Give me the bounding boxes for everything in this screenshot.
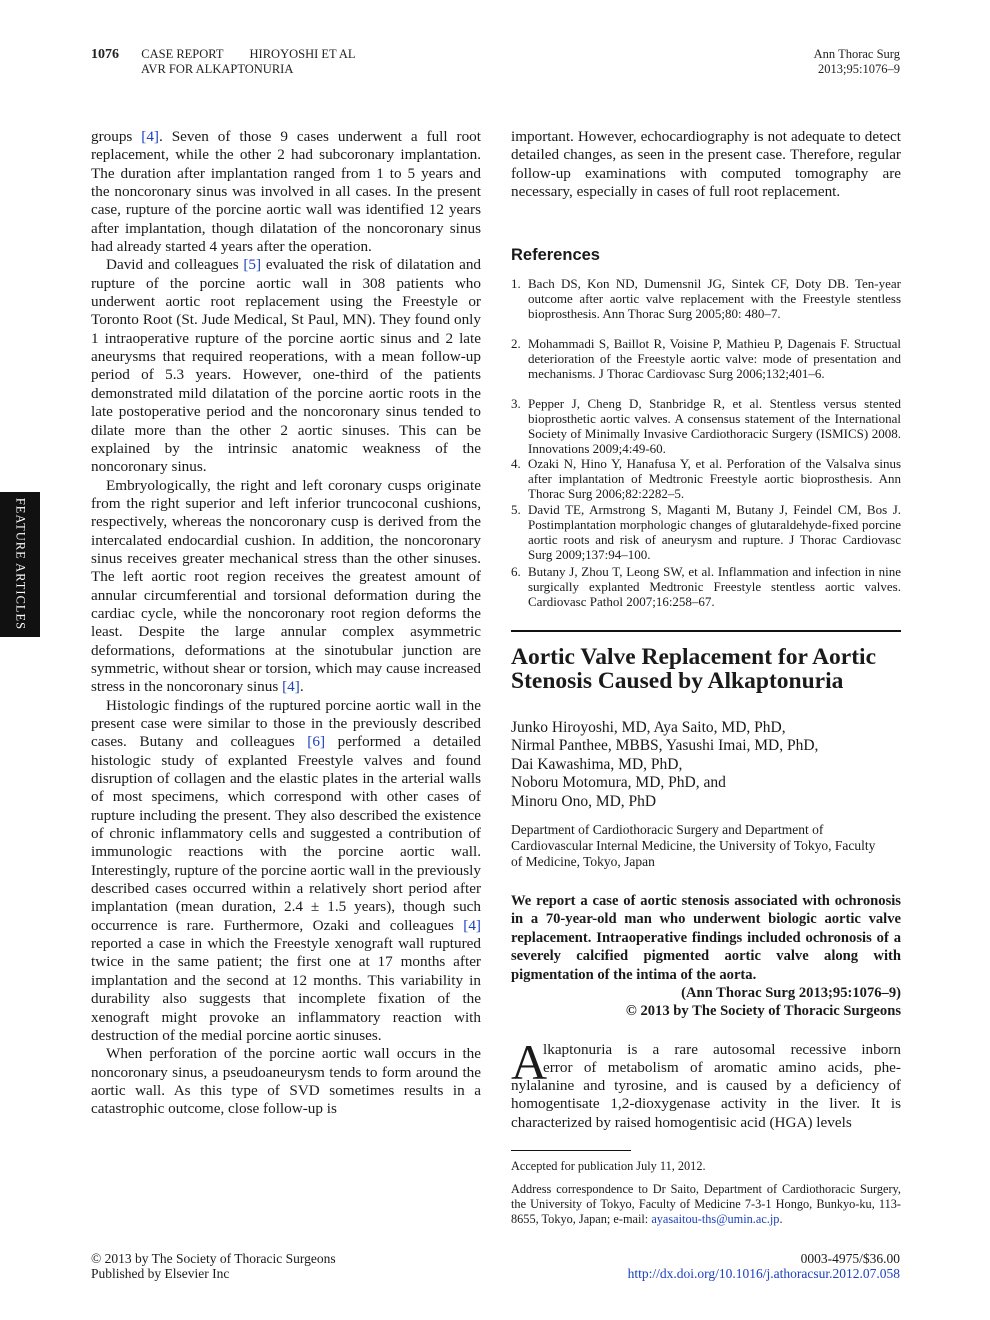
paragraph: David and colleagues [5] evaluated the risk of dilatation and rupture of the porcine aortic wall in 308 patients who underwent aortic root replacement using the Freestyle or Toronto Root (St. Jude Medical, St Paul, MN). They found only 1 intraoperative rupture of the porcine aortic sinus and 2 late aneurysms that required reoperations, with a mean follow-up period of 5.3 years. However, one-third of the patients demonstrated mild dilatation of the porcine aortic roots in the late postoperative period and the noncoronary sinus tended to dilate more than the other 2 aortic sinuses. This can be explained by the intrinsic anatomic weakness of the noncoronary sinus. [91, 256, 482, 476]
abstract-copyright: © 2013 by The Society of Thoracic Surgeons [625, 1003, 901, 1019]
author-line: Junko Hiroyoshi, MD, Aya Saito, MD, PhD, [511, 719, 786, 736]
journal-name: Ann Thorac Surg [813, 47, 900, 61]
intro-line: lkaptonuria is a rare autosomal recessive inborn [543, 1041, 901, 1058]
paragraph: groups [4]. Seven of those 9 cases underwent a full root replacement, while the other 2 had subcoronary implantation. The duration after implantation ranged from 1 to 5 years and the noncoronary sinus was involved in all cases. In the present case, rupture of the porcine aortic wall was identified 12 years after implantation, though dilatation of the noncoronary sinus had already started 4 years after the operation. [91, 128, 481, 256]
citation-link[interactable]: [4] [463, 916, 481, 934]
abstract: We report a case of aortic stenosis associated with ochronosis in a 70-year-old man who underwent biologic aortic valve replacement. Intraoperative findings included ochronosis of a severely calcified pigmented aortic valve along with pigmentation of the intima of the aorta. [511, 893, 901, 983]
author-line: Minoru Ono, MD, PhD [511, 792, 657, 810]
intro-paragraph: nylalanine and tyrosine, and is caused by a deficiency of homogentisate 1,2-dioxygenase activity in the liver. It is characterized by raised homogentisic acid (HGA) levels [511, 1077, 901, 1131]
running-authors: HIROYOSHI ET AL [249, 47, 356, 61]
email-link[interactable]: ayasaitou-ths@umin.ac.jp [651, 1212, 780, 1227]
citation-link[interactable]: [6] [307, 733, 326, 751]
paragraph: When perforation of the porcine aortic wall occurs in the noncoronary sinus, a pseudoaneurysm tends to form around the aortic wall. As this type of SVD sometimes results in a catastrophic outcome, close follow-up is [91, 1045, 481, 1118]
author-line: Dai Kawashima, MD, PhD, [511, 755, 683, 773]
footer-publisher: Published by Elsevier Inc [91, 1266, 230, 1281]
accepted-note: Accepted for publication July 11, 2012. [511, 1159, 706, 1173]
footer-issn: 0003-4975/$36.00 [800, 1251, 900, 1266]
side-tab-label: FEATURE ARTICLES [13, 497, 28, 631]
feature-articles-tab [0, 492, 40, 637]
references-heading: References [511, 246, 600, 264]
author-list [511, 719, 901, 811]
section-label: CASE REPORT [141, 47, 224, 61]
footer-copyright: © 2013 by The Society of Thoracic Surgeons [91, 1251, 336, 1266]
running-header-left [91, 47, 356, 62]
paragraph: Embryologically, the right and left coronary cusps originate from the right superior and left inferior truncoconal cushions, respectively, whereas the noncoronary cusp is derived from the intercalated endocardial cushion. In addition, the noncoronary sinus receives greater mechanical stress than the other sinuses. The left aortic root region receives the greatest amount of annular circumferential and torsional deformation during the cardiac cycle, while the noncoronary root region deforms the least. Despite the large annular complex asymmetric deformations, deformations at the sinotubular junction are symmetric, without shear or torsion, which may cause increased stress in the noncoronary sinus [4]. [91, 476, 481, 696]
citation-link[interactable]: [4] [282, 678, 300, 696]
journal-citation: 2013;95:1076–9 [818, 62, 900, 76]
correspondence-note: Address correspondence to Dr Saito, Department of Cardiothoracic Surgery, the University of Tokyo, Faculty of Medicine 7-3-1 Hongo, Bunkyo-ku, 113-8655, Tokyo, Japan; e-mail: ayasaitou-ths@umin.ac.jp. [511, 1182, 901, 1227]
right-column-continuation: important. However, echocardiography is not adequate to detect detailed changes, as seen in the present case. Therefore, regular follow-up examinations with computed tomography are necessary, especially in cases of full root replacement. [511, 128, 901, 201]
section-divider [511, 630, 901, 632]
paragraph: Histologic findings of the ruptured porcine aortic wall in the present case were similar to those in the previously described cases. Butany and colleagues [6] performed a detailed histologic study of explanted Freestyle valves and found disruption of collagen and the elastic plates in the arterial walls of most specimens, which correspond with other cases of rupture including the present. They also described the existence of chronic inflammatory cells and suggested a contribution of immunologic reactions with the porcine aortic wall. Interestingly, rupture of the porcine aortic wall in the previously described cases occurred within a relatively short period after implantation (mean duration, 2.4 ± 1.5 years), though such occurrence is rare. Furthermore, Ozaki and colleagues [4] reported a case in which the Freestyle xenograft wall ruptured twice in the same patient; the first one at 17 months after implantation and the second at 12 months. This variability in durability also suggests that incomplete fixation of the xenograft might provoke an inflammatory reaction with destruction of the medial porcine aortic sinuses. [91, 696, 481, 1044]
page-number: 1076 [91, 47, 119, 62]
abstract-citation: (Ann Thorac Surg 2013;95:1076–9) [681, 985, 901, 1001]
footnote-divider [511, 1150, 631, 1151]
affiliation: Department of Cardiothoracic Surgery and Department of Cardiovascular Internal Medicine, the University of Tokyo, Faculty of Medicine, Tokyo, Japan [511, 822, 876, 869]
article-title: Aortic Valve Replacement for Aortic Stenosis Caused by Alkaptonuria [511, 644, 877, 694]
left-column [91, 128, 481, 1119]
intro-line: error of metabolism of aromatic amino acids, phe- [543, 1059, 901, 1076]
citation-link[interactable]: [4] [141, 128, 159, 145]
author-line: Noboru Motomura, MD, PhD, and [511, 774, 726, 792]
running-short-title: AVR FOR ALKAPTONURIA [141, 62, 294, 76]
doi-link[interactable]: http://dx.doi.org/10.1016/j.athoracsur.2012.07.058 [627, 1266, 900, 1281]
author-line: Nirmal Panthee, MBBS, Yasushi Imai, MD, PhD, [511, 737, 819, 755]
drop-cap: A [511, 1034, 548, 1090]
citation-link[interactable]: [5] [243, 256, 262, 274]
